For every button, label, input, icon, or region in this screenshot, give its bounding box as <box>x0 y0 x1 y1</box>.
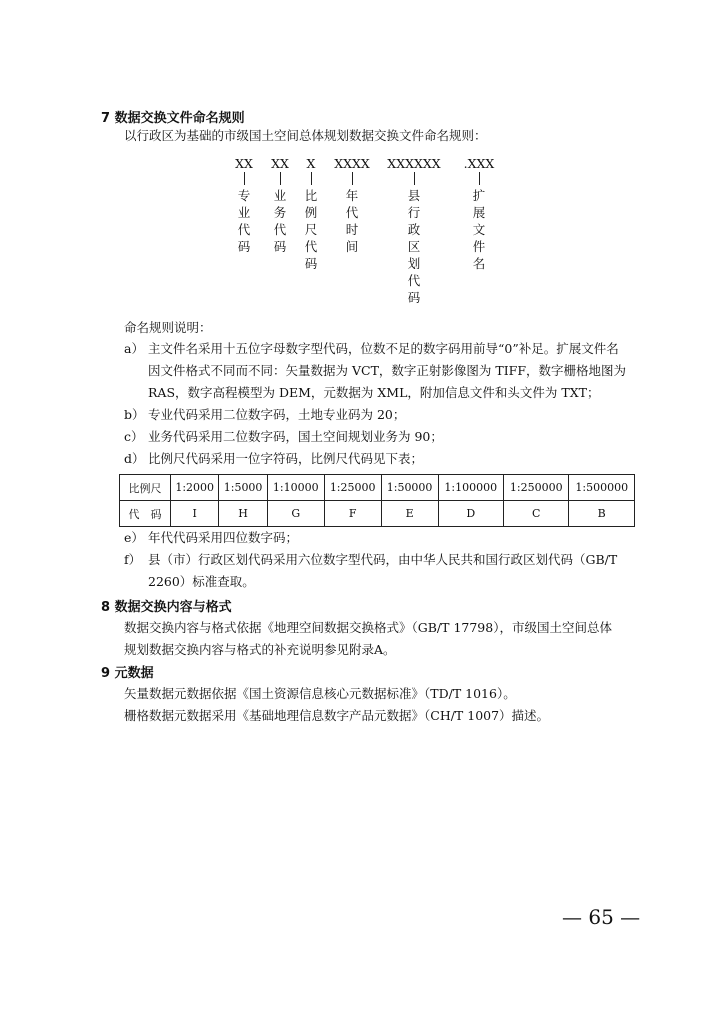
rule-e-text: 年代代码采用四位数字码； <box>148 530 299 545</box>
segment-label-char: 尺 <box>304 222 318 237</box>
table-cell: 1:10000 <box>267 475 324 501</box>
section-8-heading: 8 数据交换内容与格式 <box>101 600 232 615</box>
table-cell: 1:100000 <box>438 475 503 501</box>
segment-label-char: 码 <box>237 239 251 254</box>
segment-label-char: 业 <box>273 188 287 203</box>
segment-label-char: 划 <box>407 256 421 271</box>
table-cell: D <box>438 501 503 527</box>
page-number: — 65 — <box>562 905 641 929</box>
section-8-line-2: 规划数据交换内容与格式的补充说明参见附录A。 <box>124 642 396 657</box>
rule-e-marker: e） <box>124 530 144 545</box>
table-cell: 1:2000 <box>171 475 219 501</box>
rule-f-line-2: 2260）标准查取。 <box>148 574 255 589</box>
segment-label-char: 代 <box>407 273 421 288</box>
segment-label-char: 例 <box>304 205 318 220</box>
segment-label-char: 务 <box>273 205 287 220</box>
segment-code: XX <box>235 156 253 171</box>
table-cell: I <box>171 501 219 527</box>
segment-label-char: 县 <box>407 188 421 203</box>
segment-label-char: 专 <box>237 188 251 203</box>
segment-label-char: 比 <box>304 188 318 203</box>
table-cell: H <box>219 501 267 527</box>
segment-county-code <box>384 156 444 306</box>
rule-b-marker: b） <box>124 407 145 422</box>
segment-label-char: 政 <box>407 222 421 237</box>
segment-extension <box>449 156 509 272</box>
segment-code: XX <box>271 156 289 171</box>
segment-label-char: 文 <box>472 222 486 237</box>
segment-code: XXXX <box>334 156 370 171</box>
rule-a-line-1: 主文件名采用十五位字母数字型代码，位数不足的数字码用前导“0”补足。扩展文件名 <box>148 341 619 356</box>
table-cell: 1:5000 <box>219 475 267 501</box>
rule-d-marker: d） <box>124 451 145 466</box>
segment-label-char: 业 <box>237 205 251 220</box>
rule-a-line-3: RAS，数字高程模型为 DEM，元数据为 XML，附加信息文件和头文件为 TXT； <box>148 385 600 400</box>
table-cell: 1:50000 <box>381 475 438 501</box>
segment-label-char: 间 <box>345 239 359 254</box>
table-cell: C <box>504 501 569 527</box>
section-9-line-1: 矢量数据元数据依据《国土资源信息核心元数据标准》（TD/T 1016）。 <box>124 686 516 701</box>
table-cell: E <box>381 501 438 527</box>
rule-a-line-2: 因文件格式不同而不同：矢量数据为 VCT，数字正射影像图为 TIFF，数字栅格地图为 <box>148 363 626 378</box>
rule-f-marker: f） <box>124 552 142 567</box>
naming-diagram <box>224 156 514 316</box>
segment-year-code <box>322 156 382 255</box>
section-9-heading: 9 元数据 <box>101 666 154 681</box>
table-header-scale: 比例尺 <box>120 475 171 501</box>
table-cell: 1:500000 <box>569 475 635 501</box>
table-cell: 1:250000 <box>504 475 569 501</box>
segment-label-char: 扩 <box>472 188 486 203</box>
table-cell: F <box>324 501 381 527</box>
segment-label-char: 代 <box>273 222 287 237</box>
section-7-heading: 7 数据交换文件命名规则 <box>101 111 245 126</box>
section-9-line-2: 栅格数据元数据采用《基础地理信息数字产品元数据》（CH/T 1007）描述。 <box>124 708 550 723</box>
segment-label-char: 代 <box>304 239 318 254</box>
rule-a-marker: a） <box>124 341 144 356</box>
table-row-scales <box>120 475 635 501</box>
segment-label-char: 时 <box>345 222 359 237</box>
segment-label-char: 展 <box>472 205 486 220</box>
rule-b-text: 专业代码采用二位数字码，土地专业码为 20； <box>148 407 406 422</box>
rule-f-line-1: 县（市）行政区划代码采用六位数字型代码，由中华人民共和国行政区划代码（GB/T <box>148 552 618 567</box>
table-cell: 1:25000 <box>324 475 381 501</box>
segment-label-char: 码 <box>407 290 421 305</box>
rule-c-marker: c） <box>124 429 144 444</box>
segment-label-char: 码 <box>273 239 287 254</box>
segment-label-char: 区 <box>407 239 421 254</box>
section-8-line-1: 数据交换内容与格式依据《地理空间数据交换格式》（GB/T 17798），市级国土空间总体 <box>124 620 612 635</box>
table-header-code: 代 码 <box>120 501 171 527</box>
segment-label-char: 代 <box>345 205 359 220</box>
scale-code-table <box>119 474 635 527</box>
section-7-intro: 以行政区为基础的市级国土空间总体规划数据交换文件命名规则： <box>124 128 487 143</box>
segment-code: .XXX <box>463 156 495 171</box>
segment-label-char: 年 <box>345 188 359 203</box>
rule-c-text: 业务代码采用二位数字码，国土空间规划业务为 90； <box>148 429 443 444</box>
segment-label-char: 码 <box>304 256 318 271</box>
table-cell: B <box>569 501 635 527</box>
table-row-codes <box>120 501 635 527</box>
rules-title: 命名规则说明： <box>124 320 212 335</box>
segment-label-char: 件 <box>472 239 486 254</box>
segment-label-char: 行 <box>407 205 421 220</box>
table-cell: G <box>267 501 324 527</box>
segment-code: XXXXXX <box>387 156 441 171</box>
rule-d-text: 比例尺代码采用一位字符码，比例尺代码见下表； <box>148 451 424 466</box>
segment-code: X <box>306 156 316 171</box>
segment-label-char: 名 <box>472 256 486 271</box>
segment-label-char: 代 <box>237 222 251 237</box>
